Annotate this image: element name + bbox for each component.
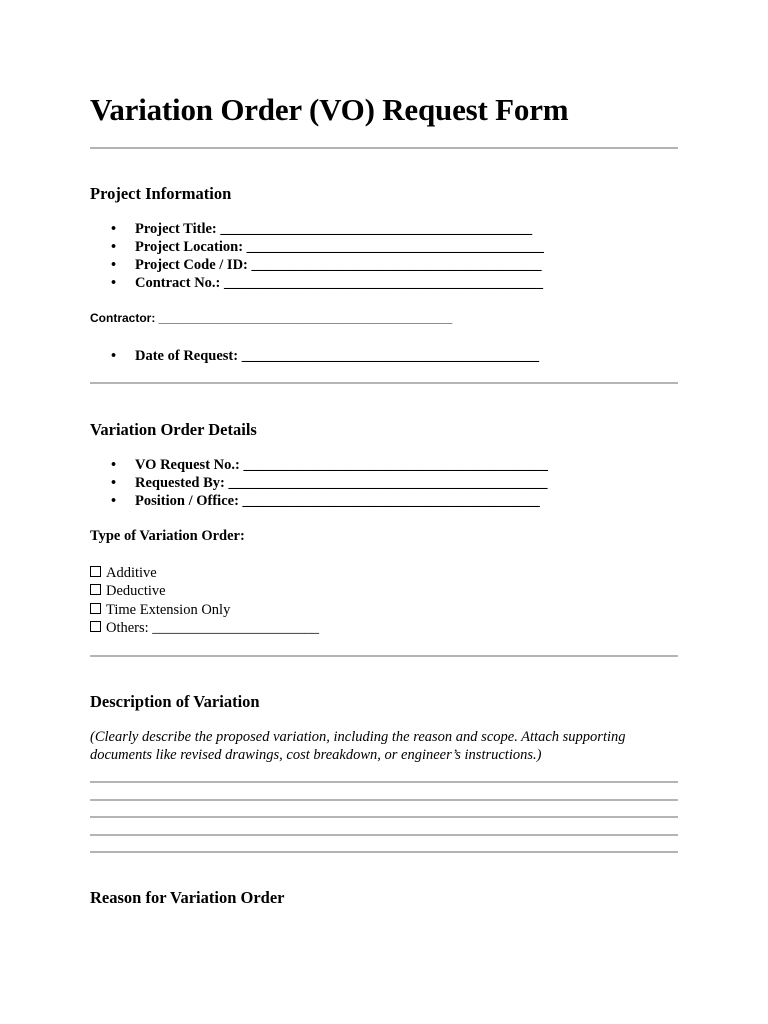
- divider: [90, 382, 678, 384]
- list-item: • Project Code / ID: ________________________________________: [111, 257, 542, 273]
- field-project-location[interactable]: Project Location: _________________________________________: [135, 239, 544, 255]
- section-heading-project-information: Project Information: [90, 184, 232, 203]
- section-heading-description: Description of Variation: [90, 692, 260, 711]
- field-position-office[interactable]: Position / Office: _________________________________________: [135, 493, 540, 509]
- option-label: Deductive: [106, 583, 166, 600]
- type-of-vo-label: Type of Variation Order:: [90, 528, 245, 544]
- list-item: • Date of Request: _________________________________________: [111, 348, 539, 364]
- checkbox[interactable]: [90, 621, 101, 632]
- description-instructions: (Clearly describe the proposed variation, including the reason and scope. Attach supporting documents like revised drawings, cost breakdown, or engineer’s instructions.): [90, 729, 626, 763]
- list-item: • VO Request No.: __________________________________________: [111, 457, 548, 473]
- field-contractor[interactable]: Contractor: ____________________________________________: [90, 311, 453, 325]
- section-heading-vo-details: Variation Order Details: [90, 420, 257, 439]
- page-title: Variation Order (VO) Request Form: [90, 92, 569, 127]
- list-item: • Contract No.: ____________________________________________: [111, 275, 543, 291]
- option-deductive[interactable]: [90, 582, 319, 600]
- option-additive[interactable]: [90, 564, 319, 582]
- divider: [90, 655, 678, 657]
- field-contract-no[interactable]: Contract No.: ____________________________________________: [135, 275, 543, 291]
- option-others[interactable]: [90, 619, 319, 637]
- blank-line[interactable]: [90, 781, 678, 783]
- blank-line[interactable]: [90, 834, 678, 836]
- blank-line[interactable]: [90, 816, 678, 818]
- list-item: • Requested By: ____________________________________________: [111, 475, 548, 491]
- project-info-list: [90, 220, 544, 292]
- list-item: • Project Location: _________________________________________: [111, 239, 544, 255]
- vo-details-list: [90, 456, 548, 510]
- field-vo-request-no[interactable]: VO Request No.: __________________________________________: [135, 457, 548, 473]
- vo-type-options: [90, 564, 319, 637]
- date-list: [90, 347, 539, 365]
- option-time-extension[interactable]: [90, 601, 319, 619]
- option-label: Additive: [106, 565, 157, 581]
- field-requested-by[interactable]: Requested By: ____________________________________________: [135, 475, 548, 491]
- option-label: Others: _______________________: [106, 619, 320, 636]
- option-label: Time Extension Only: [106, 601, 231, 618]
- blank-line[interactable]: [90, 799, 678, 801]
- section-heading-reason: Reason for Variation Order: [90, 888, 285, 907]
- field-project-title[interactable]: Project Title: ___________________________________________: [135, 221, 533, 237]
- divider: [90, 147, 678, 149]
- blank-line[interactable]: [90, 851, 678, 853]
- checkbox[interactable]: [90, 566, 101, 577]
- field-project-code[interactable]: Project Code / ID: ________________________________________: [135, 257, 542, 273]
- field-date-of-request[interactable]: Date of Request: _________________________________________: [135, 348, 539, 364]
- list-item: • Position / Office: _________________________________________: [111, 493, 540, 509]
- checkbox[interactable]: [90, 603, 101, 614]
- list-item: • Project Title: ___________________________________________: [111, 221, 533, 237]
- checkbox[interactable]: [90, 584, 101, 595]
